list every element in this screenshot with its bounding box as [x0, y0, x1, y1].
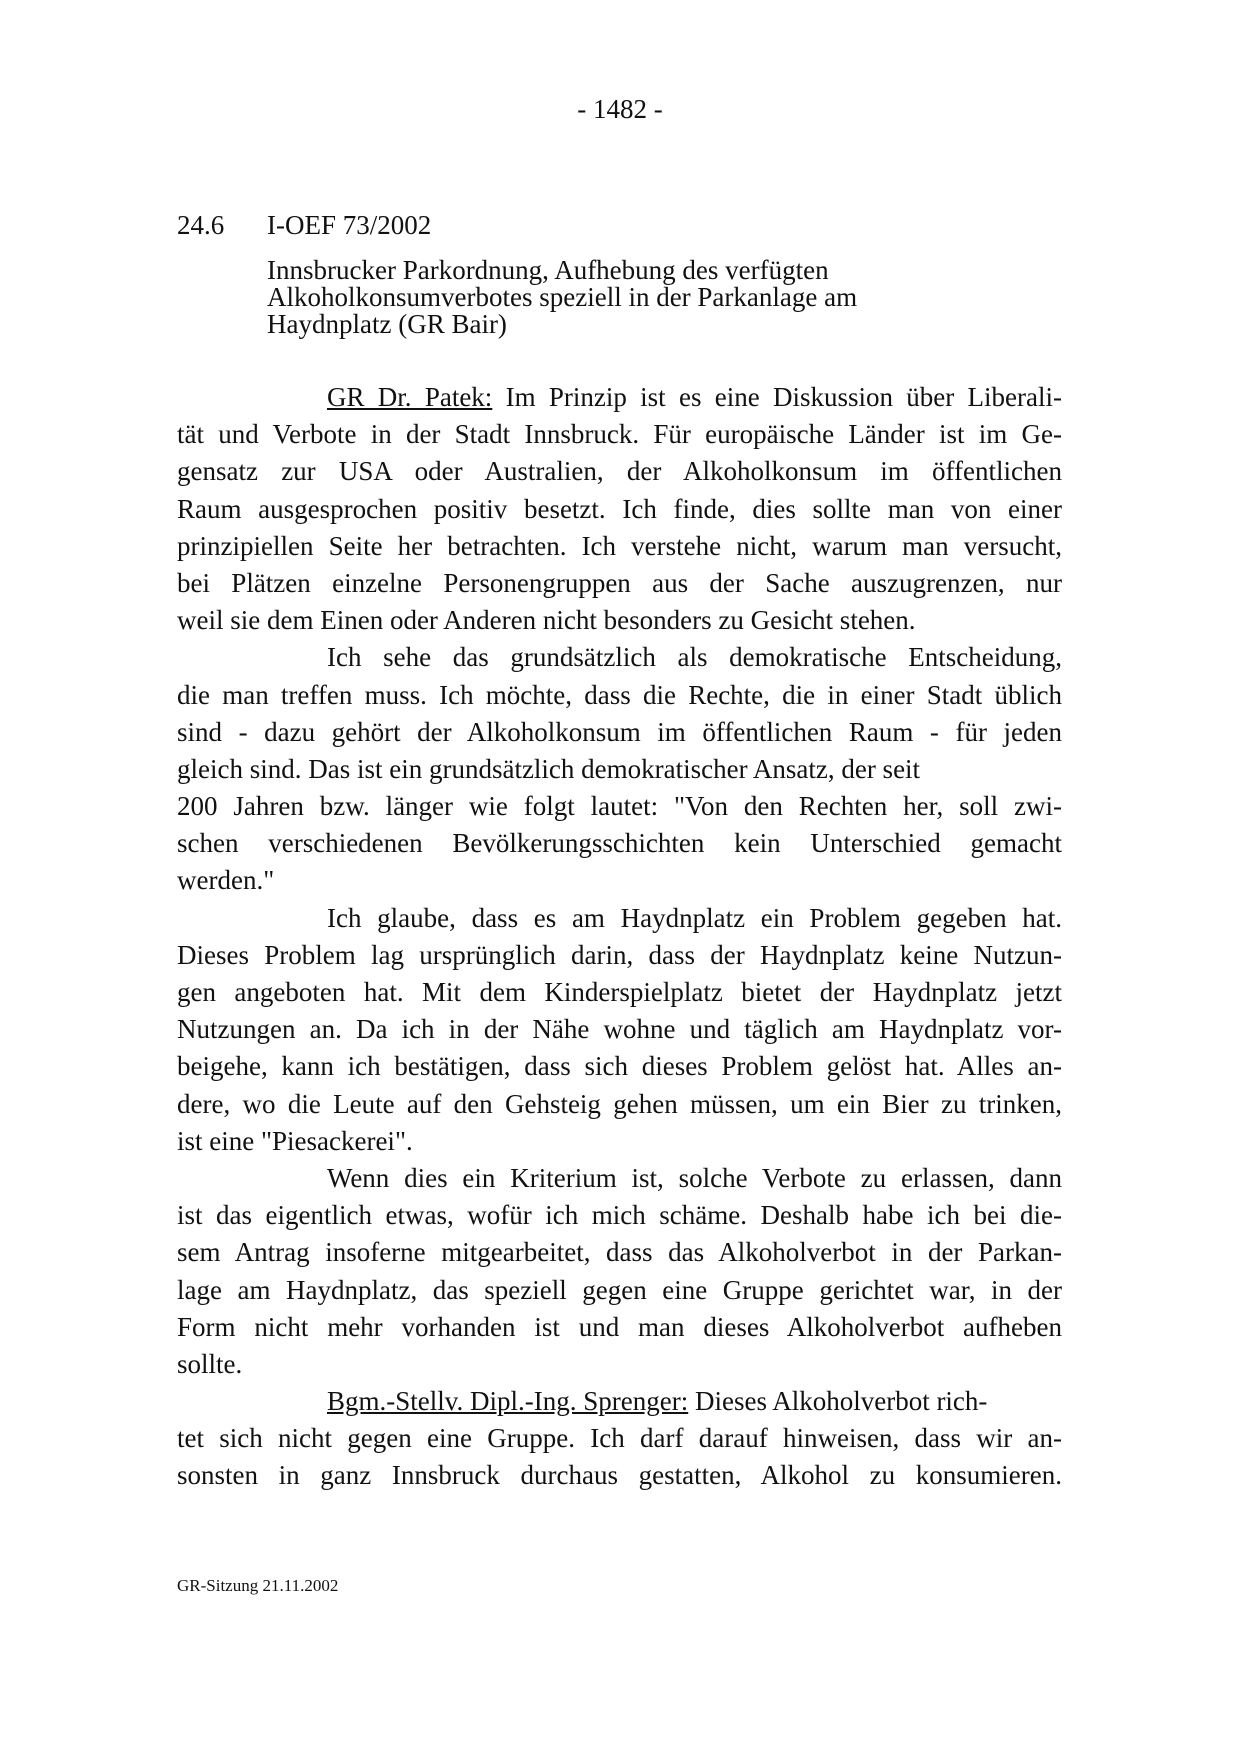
text-line: die man treffen muss. Ich möchte, dass die Rechte, die in einer Stadt üblich — [177, 679, 1062, 710]
footer-session-date: GR-Sitzung 21.11.2002 — [177, 1576, 339, 1595]
item-title-line: Innsbrucker Parkordnung, Aufhebung des verfügten — [267, 255, 829, 285]
text-line: 200 Jahren bzw. länger wie folgt lautet: "Von den Rechten her, soll zwi- — [177, 791, 1062, 822]
text-line: gensatz zur USA oder Australien, der Alkoholkonsum im öffentlichen — [177, 456, 1062, 487]
text-line: sollte. — [177, 1348, 243, 1379]
text-line: bei Plätzen einzelne Personengruppen aus der Sache auszugrenzen, nur — [177, 567, 1062, 598]
text-line: Raum ausgesprochen positiv besetzt. Ich finde, dies sollte man von einer — [177, 493, 1062, 524]
item-title — [267, 257, 987, 338]
body-text — [177, 379, 1062, 1495]
text-line: Ich sehe das grundsätzlich als demokratische Entscheidung, — [327, 642, 1062, 673]
text-line: gen angeboten hat. Mit dem Kinderspielplatz bietet der Haydnplatz jetzt — [177, 977, 1062, 1007]
text-line: dere, wo die Leute auf den Gehsteig gehen müssen, um ein Bier zu trinken, — [177, 1088, 1062, 1119]
text-line: Wenn dies ein Kriterium ist, solche Verbote zu erlassen, dann — [327, 1162, 1062, 1193]
text-line: ist das eigentlich etwas, wofür ich mich schäme. Deshalb habe ich bei die- — [177, 1200, 1062, 1231]
line-text: Im Prinzip ist es eine Diskussion über Liberali- — [492, 382, 1063, 412]
text-line: sonsten in ganz Innsbruck durchaus gestatten, Alkohol zu konsumieren. — [177, 1460, 1062, 1491]
text-line: lage am Haydnplatz, das speziell gegen eine Gruppe gerichtet war, in der — [177, 1274, 1062, 1305]
item-code: I-OEF 73/2002 — [267, 210, 432, 240]
page-number: - 1482 - — [577, 94, 663, 124]
speaker-name: Bgm.-Stellv. Dipl.-Ing. Sprenger: — [327, 1386, 689, 1417]
text-line: ist eine "Piesackerei". — [177, 1125, 413, 1156]
text-line: tet sich nicht gegen eine Gruppe. Ich darf darauf hinweisen, dass wir an- — [177, 1423, 1062, 1454]
item-title-line: Alkoholkonsumverbotes speziell in der Parkanlage am — [267, 282, 858, 312]
line-text: Dieses Alkoholverbot rich- — [688, 1386, 988, 1417]
text-line: Nutzungen an. Da ich in der Nähe wohne und täglich am Haydnplatz vor- — [177, 1014, 1062, 1045]
text-line — [177, 379, 1062, 416]
text-line: tät und Verbote in der Stadt Innsbruck. Für europäische Länder ist im Ge- — [177, 419, 1062, 450]
text-line — [177, 1383, 1062, 1420]
text-line: Form nicht mehr vorhanden ist und man dieses Alkoholverbot aufheben — [177, 1311, 1062, 1342]
text-line: schen verschiedenen Bevölkerungsschichten kein Unterschied gemacht — [177, 828, 1062, 859]
text-line: gleich sind. Das ist ein grundsätzlich demokratischer Ansatz, der seit — [177, 753, 921, 784]
text-line: Ich glaube, dass es am Haydnplatz ein Problem gegeben hat. — [327, 902, 1062, 933]
text-line: weil sie dem Einen oder Anderen nicht besonders zu Gesicht stehen. — [177, 605, 916, 636]
text-line: sind - dazu gehört der Alkoholkonsum im öffentlichen Raum - für jeden — [177, 716, 1062, 747]
text-line: Dieses Problem lag ursprünglich darin, dass der Haydnplatz keine Nutzun- — [177, 939, 1062, 970]
item-title-line: Haydnplatz (GR Bair) — [267, 309, 507, 339]
text-line: beigehe, kann ich bestätigen, dass sich dieses Problem gelöst hat. Alles an- — [177, 1051, 1062, 1082]
item-number: 24.6 — [177, 210, 225, 240]
text-line: prinzipiellen Seite her betrachten. Ich verstehe nicht, warum man versucht, — [177, 530, 1062, 561]
text-line: werden." — [177, 865, 275, 896]
speaker-name: GR Dr. Patek: — [327, 382, 493, 412]
text-line: sem Antrag insoferne mitgearbeitet, dass das Alkoholverbot in der Parkan- — [177, 1237, 1062, 1268]
